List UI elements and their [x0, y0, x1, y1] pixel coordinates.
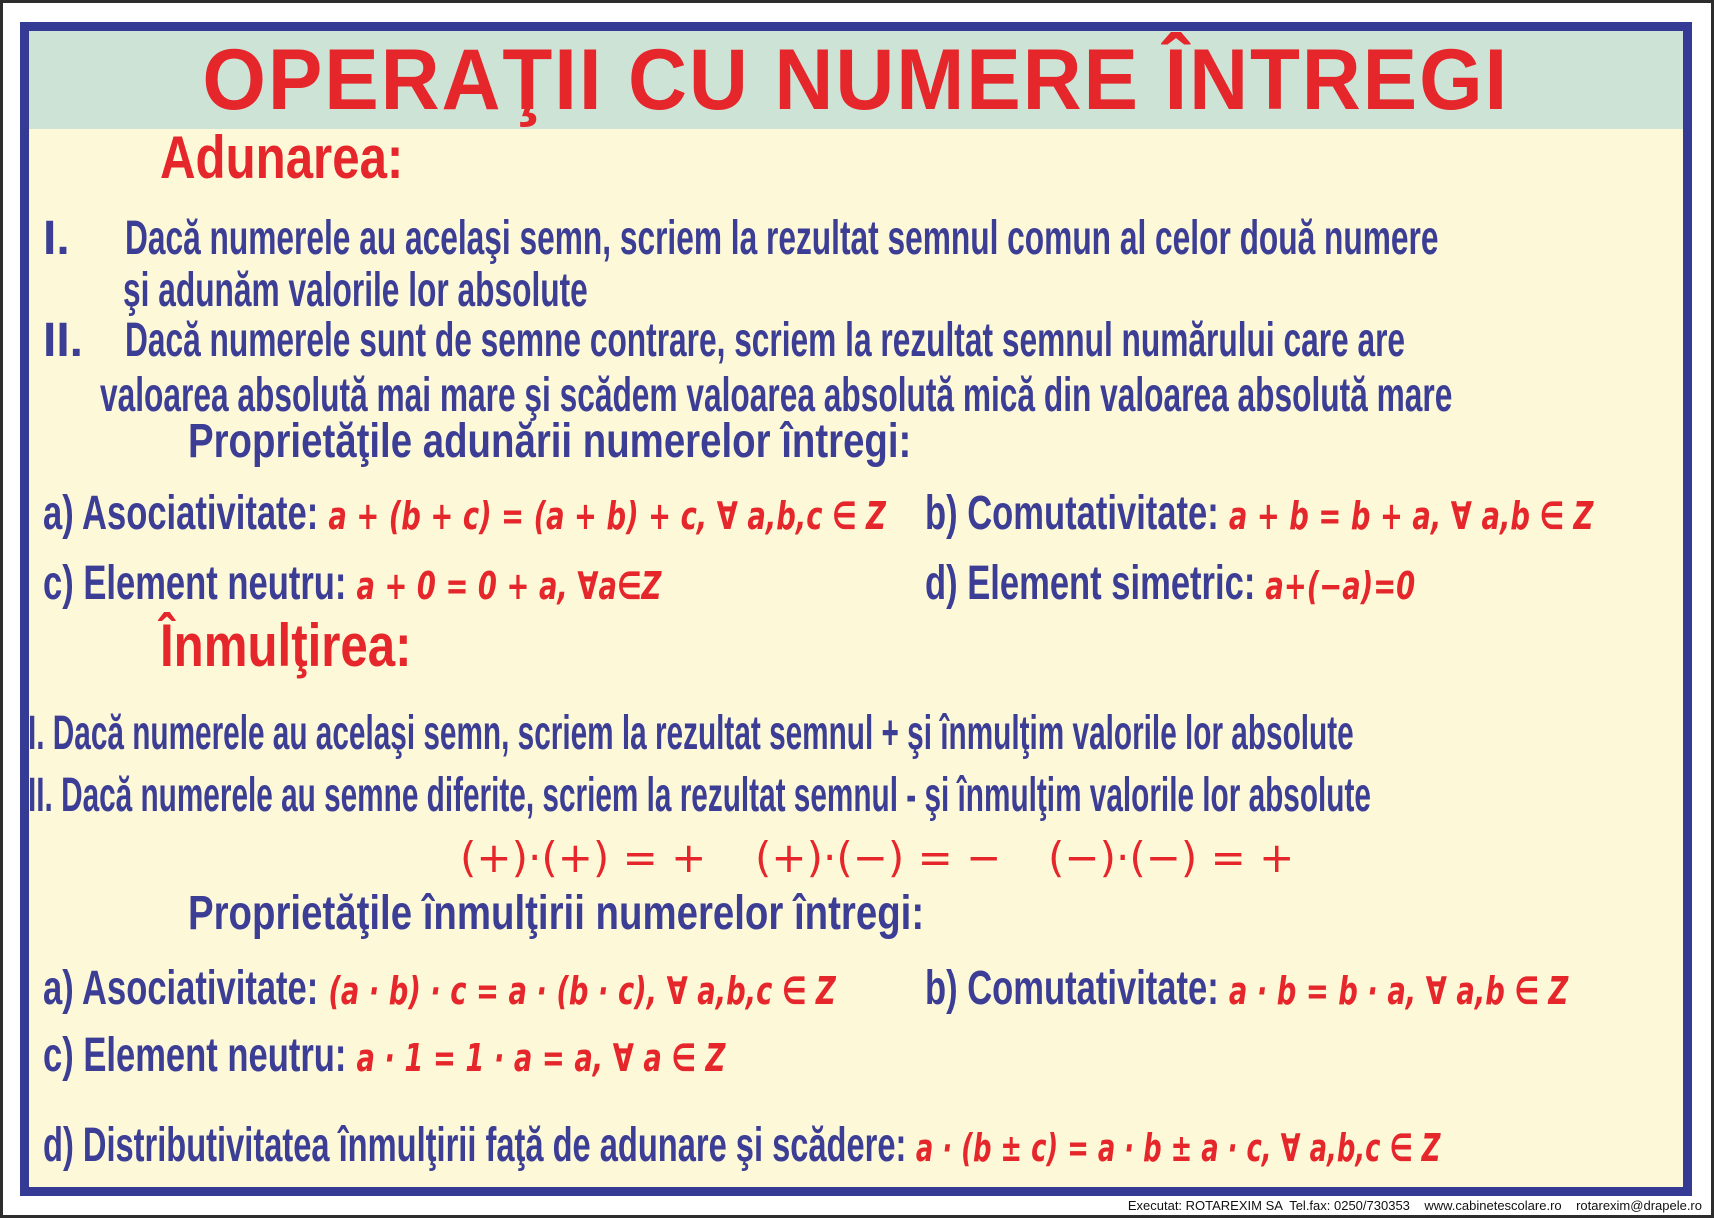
addition-rule1-numeral: I. — [43, 212, 70, 265]
addition-property-element-simetric-formula: a+(−a)=0 — [1265, 564, 1416, 608]
addition-property-asociativitate-label: a) Asociativitate: — [43, 487, 319, 540]
addition-property-comutativitate — [925, 489, 1593, 539]
multiplication-heading: Înmulţirea: — [160, 612, 412, 679]
multiplication-property-asociativitate — [43, 964, 836, 1014]
addition-property-element-neutru-formula: a + 0 = 0 + a, ∀a∈Z — [356, 564, 662, 608]
multiplication-rule2: II. Dacă numerele au semne diferite, scriem la rezultat semnul - şi înmulţim valorile lor absolute — [28, 769, 1371, 822]
multiplication-property-comutativitate-formula: a · b = b · a, ∀ a,b ∈ Z — [1228, 969, 1569, 1013]
title-band — [29, 31, 1683, 129]
addition-rule1-line1: Dacă numerele au acelaşi semn, scriem la rezultat semnul comun al celor două numere — [125, 212, 1439, 265]
sign-rule-plus-plus: (+)·(+) = + — [460, 833, 707, 882]
multiplication-property-distributivitate-formula: a · (b ± c) = a · b ± a · c, ∀ a,b,c ∈ Z — [915, 1126, 1441, 1170]
multiplication-properties-heading: Proprietăţile înmulţirii numerelor întregi: — [188, 887, 925, 940]
poster-title: OPERAŢII CU NUMERE ÎNTREGI — [202, 31, 1510, 128]
multiplication-property-distributivitate-label: d) Distributivitatea înmulţirii faţă de adunare şi scădere: — [43, 1119, 907, 1172]
addition-rule2-line1: Dacă numerele sunt de semne contrare, scriem la rezultat semnul numărului care are — [125, 314, 1406, 367]
multiplication-property-comutativitate — [925, 964, 1568, 1014]
addition-heading: Adunarea: — [160, 124, 404, 191]
addition-properties-heading: Proprietăţile adunării numerelor întregi: — [188, 415, 912, 468]
addition-rule1-line2: şi adunăm valorile lor absolute — [123, 264, 588, 317]
addition-property-element-neutru — [43, 559, 661, 609]
sign-rule-plus-minus: (+)·(−) = − — [755, 833, 1002, 882]
addition-rule2-numeral: II. — [43, 314, 84, 367]
multiplication-property-element-neutru — [43, 1031, 725, 1081]
multiplication-property-element-neutru-label: c) Element neutru: — [43, 1029, 347, 1082]
sign-rule-minus-minus: (−)·(−) = + — [1048, 833, 1295, 882]
addition-property-element-neutru-label: c) Element neutru: — [43, 557, 347, 610]
multiplication-property-asociativitate-formula: (a · b) · c = a · (b · c), ∀ a,b,c ∈ Z — [328, 969, 836, 1013]
multiplication-rule1: I. Dacă numerele au acelaşi semn, scriem la rezultat semnul + şi înmulţim valorile lor absolute — [28, 707, 1354, 760]
multiplication-property-comutativitate-label: b) Comutativitate: — [925, 962, 1219, 1015]
addition-property-comutativitate-formula: a + b = b + a, ∀ a,b ∈ Z — [1228, 494, 1594, 538]
multiplication-property-element-neutru-formula: a · 1 = 1 · a = a, ∀ a ∈ Z — [356, 1036, 726, 1080]
multiplication-property-distributivitate — [43, 1121, 1440, 1171]
addition-rule2-line2: valoarea absolută mai mare şi scădem valoarea absolută mică din valoarea absolută mare — [100, 369, 1453, 422]
addition-property-element-simetric-label: d) Element simetric: — [925, 557, 1256, 610]
addition-property-asociativitate — [43, 489, 886, 539]
addition-property-asociativitate-formula: a + (b + c) = (a + b) + c, ∀ a,b,c ∈ Z — [328, 494, 886, 538]
addition-property-comutativitate-label: b) Comutativitate: — [925, 487, 1219, 540]
addition-property-element-simetric — [925, 559, 1415, 609]
multiplication-property-asociativitate-label: a) Asociativitate: — [43, 962, 319, 1015]
printer-credits: Executat: ROTAREXIM SA Tel.fax: 0250/730353 www.cabinetescolare.ro rotarexim@drapele.ro — [1127, 1198, 1702, 1213]
